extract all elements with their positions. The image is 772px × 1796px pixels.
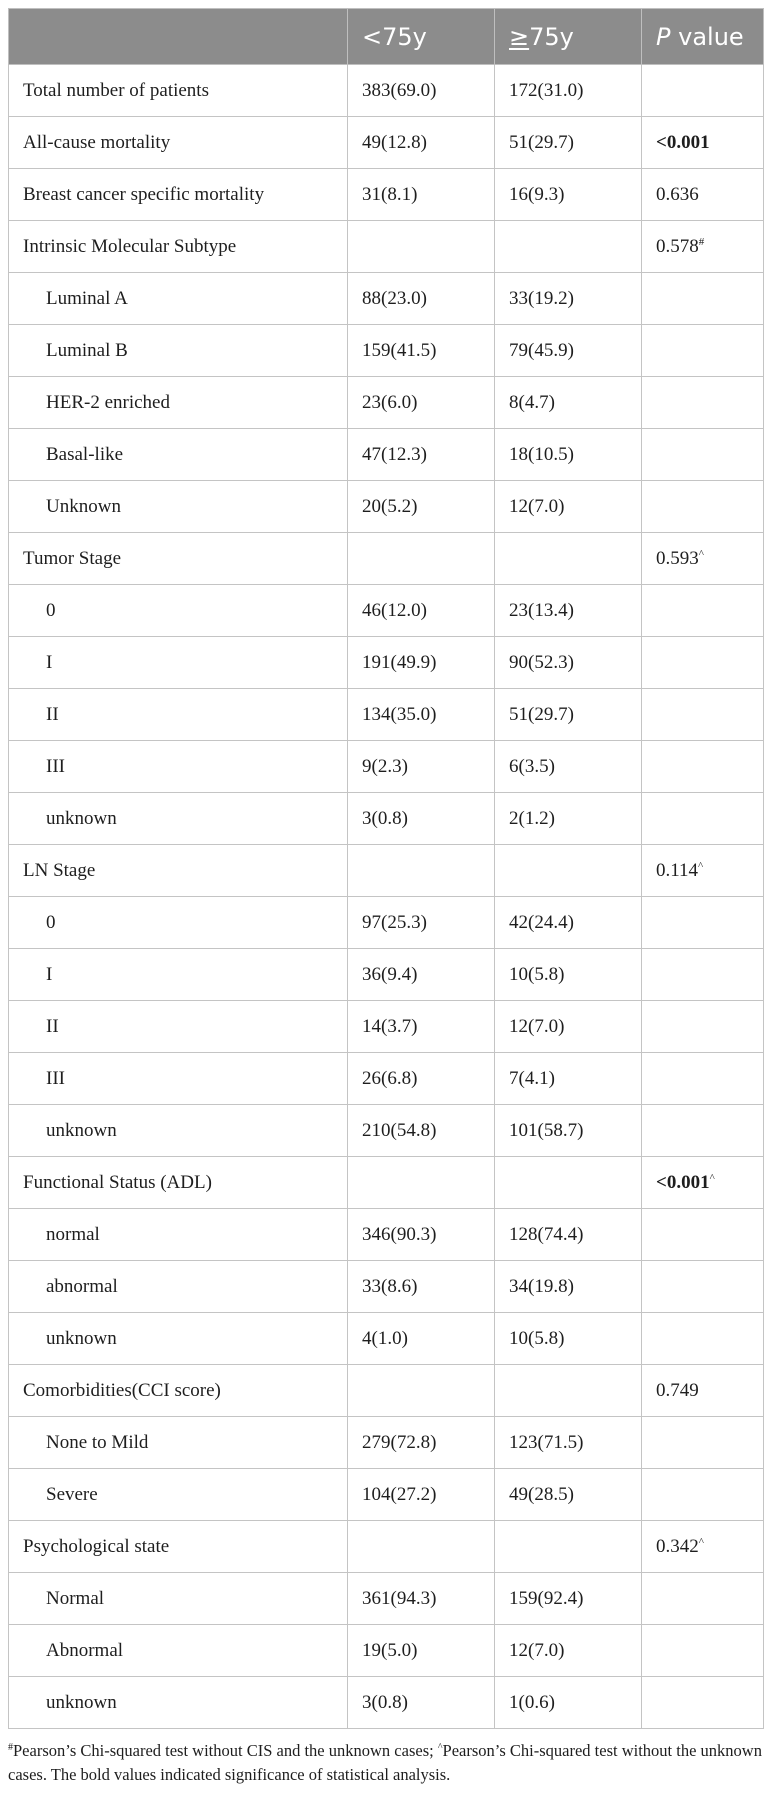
value-75-and-over: 34(19.8)	[495, 1261, 642, 1313]
value-under-75: 3(0.8)	[348, 793, 495, 845]
table-container	[8, 8, 763, 1787]
p-value-cell	[642, 221, 764, 273]
p-value: <0.001	[656, 1171, 710, 1193]
value-under-75: 46(12.0)	[348, 585, 495, 637]
patient-characteristics-table	[8, 8, 764, 1729]
p-value-cell	[642, 897, 764, 949]
header-label-cell	[9, 9, 348, 65]
p-value-cell	[642, 1521, 764, 1573]
table-row	[9, 325, 764, 377]
p-value-cell	[642, 585, 764, 637]
value-75-and-over: 51(29.7)	[495, 689, 642, 741]
header-p-value	[642, 9, 764, 65]
value-75-and-over: 49(28.5)	[495, 1469, 642, 1521]
footnote-text-1: Pearson’s Chi-squared test without CIS and the unknown cases;	[13, 1741, 438, 1760]
value-75-and-over: 12(7.0)	[495, 1001, 642, 1053]
row-label: Basal-like	[9, 429, 348, 481]
row-label: III	[9, 741, 348, 793]
table-row	[9, 1417, 764, 1469]
header-p-italic: P	[656, 22, 671, 51]
row-label: Comorbidities(CCI score)	[9, 1365, 348, 1417]
row-label: Breast cancer specific mortality	[9, 169, 348, 221]
p-value: 0.593	[656, 547, 699, 569]
value-75-and-over	[495, 221, 642, 273]
row-label: None to Mild	[9, 1417, 348, 1469]
value-under-75: 31(8.1)	[348, 169, 495, 221]
table-row	[9, 689, 764, 741]
row-label: abnormal	[9, 1261, 348, 1313]
row-label: unknown	[9, 1677, 348, 1729]
value-75-and-over: 2(1.2)	[495, 793, 642, 845]
row-label: Functional Status (ADL)	[9, 1157, 348, 1209]
p-value-cell	[642, 65, 764, 117]
p-value-cell	[642, 1001, 764, 1053]
header-75-and-over	[495, 9, 642, 65]
p-value-cell	[642, 273, 764, 325]
p-value-cell	[642, 1677, 764, 1729]
value-under-75	[348, 221, 495, 273]
p-value-cell	[642, 1105, 764, 1157]
p-value-cell	[642, 429, 764, 481]
p-value-cell	[642, 689, 764, 741]
header-ge-symbol: ≥	[509, 22, 530, 51]
value-under-75: 23(6.0)	[348, 377, 495, 429]
value-75-and-over: 42(24.4)	[495, 897, 642, 949]
value-75-and-over: 6(3.5)	[495, 741, 642, 793]
value-under-75: 97(25.3)	[348, 897, 495, 949]
value-under-75: 134(35.0)	[348, 689, 495, 741]
table-row	[9, 221, 764, 273]
p-value-footnote-mark: ^	[698, 1535, 704, 1548]
p-value-footnote-mark: #	[698, 235, 705, 248]
value-75-and-over: 51(29.7)	[495, 117, 642, 169]
table-row	[9, 1157, 764, 1209]
row-label: normal	[9, 1209, 348, 1261]
p-value: <0.001	[656, 131, 710, 153]
row-label: Tumor Stage	[9, 533, 348, 585]
table-row	[9, 1625, 764, 1677]
value-75-and-over	[495, 1365, 642, 1417]
row-label: Psychological state	[9, 1521, 348, 1573]
value-under-75: 14(3.7)	[348, 1001, 495, 1053]
table-row	[9, 1209, 764, 1261]
value-75-and-over: 23(13.4)	[495, 585, 642, 637]
table-row	[9, 637, 764, 689]
value-under-75	[348, 1365, 495, 1417]
p-value-cell	[642, 1573, 764, 1625]
value-under-75: 4(1.0)	[348, 1313, 495, 1365]
row-label: II	[9, 1001, 348, 1053]
value-75-and-over: 159(92.4)	[495, 1573, 642, 1625]
row-label: LN Stage	[9, 845, 348, 897]
table-row	[9, 949, 764, 1001]
p-value-footnote-mark: ^	[698, 547, 704, 560]
row-label: Normal	[9, 1573, 348, 1625]
table-row	[9, 481, 764, 533]
table-row	[9, 1573, 764, 1625]
value-75-and-over: 10(5.8)	[495, 1313, 642, 1365]
row-label: I	[9, 637, 348, 689]
table-footnote	[8, 1739, 763, 1787]
table-row	[9, 793, 764, 845]
p-value-cell	[642, 1261, 764, 1313]
value-75-and-over: 172(31.0)	[495, 65, 642, 117]
row-label: Abnormal	[9, 1625, 348, 1677]
value-75-and-over	[495, 533, 642, 585]
p-value-cell	[642, 117, 764, 169]
value-under-75: 3(0.8)	[348, 1677, 495, 1729]
value-under-75: 47(12.3)	[348, 429, 495, 481]
row-label: 0	[9, 585, 348, 637]
p-value-cell	[642, 481, 764, 533]
table-row	[9, 1053, 764, 1105]
value-under-75: 383(69.0)	[348, 65, 495, 117]
value-75-and-over: 128(74.4)	[495, 1209, 642, 1261]
row-label: Luminal A	[9, 273, 348, 325]
header-row	[9, 9, 764, 65]
value-75-and-over: 123(71.5)	[495, 1417, 642, 1469]
row-label: HER-2 enriched	[9, 377, 348, 429]
table-row	[9, 65, 764, 117]
table-row	[9, 845, 764, 897]
p-value-cell	[642, 741, 764, 793]
p-value: 0.342	[656, 1535, 699, 1557]
value-under-75: 361(94.3)	[348, 1573, 495, 1625]
value-under-75: 20(5.2)	[348, 481, 495, 533]
row-label: unknown	[9, 1313, 348, 1365]
value-75-and-over: 16(9.3)	[495, 169, 642, 221]
p-value-cell	[642, 637, 764, 689]
value-75-and-over: 7(4.1)	[495, 1053, 642, 1105]
row-label: unknown	[9, 793, 348, 845]
header-under-75: <75y	[348, 9, 495, 65]
p-value-cell	[642, 1625, 764, 1677]
table-row	[9, 273, 764, 325]
table-row	[9, 1261, 764, 1313]
value-under-75: 346(90.3)	[348, 1209, 495, 1261]
table-row	[9, 741, 764, 793]
table-row	[9, 533, 764, 585]
p-value-cell	[642, 377, 764, 429]
row-label: Intrinsic Molecular Subtype	[9, 221, 348, 273]
table-row	[9, 585, 764, 637]
p-value-cell	[642, 169, 764, 221]
p-value: 0.578	[656, 235, 699, 257]
value-under-75: 279(72.8)	[348, 1417, 495, 1469]
p-value: 0.749	[656, 1379, 699, 1401]
value-75-and-over: 90(52.3)	[495, 637, 642, 689]
p-value-cell	[642, 1365, 764, 1417]
value-under-75: 159(41.5)	[348, 325, 495, 377]
row-label: II	[9, 689, 348, 741]
row-label: Total number of patients	[9, 65, 348, 117]
value-75-and-over: 79(45.9)	[495, 325, 642, 377]
value-under-75: 33(8.6)	[348, 1261, 495, 1313]
value-under-75: 104(27.2)	[348, 1469, 495, 1521]
value-under-75: 36(9.4)	[348, 949, 495, 1001]
table-row	[9, 169, 764, 221]
value-75-and-over	[495, 1157, 642, 1209]
header-75y-text: 75y	[529, 22, 574, 51]
value-under-75: 19(5.0)	[348, 1625, 495, 1677]
footnote-caret-mark: ^	[437, 1742, 443, 1753]
p-value-cell	[642, 1313, 764, 1365]
p-value-cell	[642, 1053, 764, 1105]
value-under-75: 9(2.3)	[348, 741, 495, 793]
p-value-cell	[642, 533, 764, 585]
value-under-75	[348, 1157, 495, 1209]
p-value-cell	[642, 793, 764, 845]
value-75-and-over: 101(58.7)	[495, 1105, 642, 1157]
value-under-75	[348, 533, 495, 585]
p-value: 0.114	[656, 859, 699, 881]
table-row	[9, 1313, 764, 1365]
table-row	[9, 117, 764, 169]
table-row	[9, 1105, 764, 1157]
value-under-75	[348, 845, 495, 897]
row-label: III	[9, 1053, 348, 1105]
row-label: 0	[9, 897, 348, 949]
value-75-and-over: 18(10.5)	[495, 429, 642, 481]
value-under-75	[348, 1521, 495, 1573]
p-value-cell	[642, 1209, 764, 1261]
value-75-and-over: 10(5.8)	[495, 949, 642, 1001]
value-75-and-over: 12(7.0)	[495, 1625, 642, 1677]
table-row	[9, 377, 764, 429]
table-row	[9, 1469, 764, 1521]
value-under-75: 191(49.9)	[348, 637, 495, 689]
p-value-cell	[642, 1157, 764, 1209]
p-value-cell	[642, 325, 764, 377]
row-label: I	[9, 949, 348, 1001]
value-75-and-over: 1(0.6)	[495, 1677, 642, 1729]
table-row	[9, 1677, 764, 1729]
footnote-text-2: Pearson’s Chi-squared test without the unknown cases. The bold values indicated significance of statistical analysis.	[8, 1741, 762, 1784]
p-value-cell	[642, 1469, 764, 1521]
row-label: Luminal B	[9, 325, 348, 377]
value-75-and-over	[495, 1521, 642, 1573]
table-row	[9, 429, 764, 481]
value-under-75: 88(23.0)	[348, 273, 495, 325]
table-row	[9, 1365, 764, 1417]
table-row	[9, 1521, 764, 1573]
value-75-and-over: 8(4.7)	[495, 377, 642, 429]
table-row	[9, 1001, 764, 1053]
value-75-and-over	[495, 845, 642, 897]
table-header	[9, 9, 764, 65]
table-row	[9, 897, 764, 949]
value-75-and-over: 12(7.0)	[495, 481, 642, 533]
table-body	[9, 65, 764, 1729]
value-under-75: 210(54.8)	[348, 1105, 495, 1157]
footnote-hash-mark: #	[8, 1742, 13, 1753]
value-75-and-over: 33(19.2)	[495, 273, 642, 325]
row-label: Severe	[9, 1469, 348, 1521]
row-label: All-cause mortality	[9, 117, 348, 169]
p-value-footnote-mark: ^	[698, 859, 704, 872]
p-value-cell	[642, 845, 764, 897]
p-value-cell	[642, 1417, 764, 1469]
row-label: unknown	[9, 1105, 348, 1157]
p-value: 0.636	[656, 183, 699, 205]
row-label: Unknown	[9, 481, 348, 533]
value-under-75: 49(12.8)	[348, 117, 495, 169]
p-value-footnote-mark: ^	[709, 1171, 715, 1184]
p-value-cell	[642, 949, 764, 1001]
value-under-75: 26(6.8)	[348, 1053, 495, 1105]
header-value-text: value	[670, 22, 744, 51]
